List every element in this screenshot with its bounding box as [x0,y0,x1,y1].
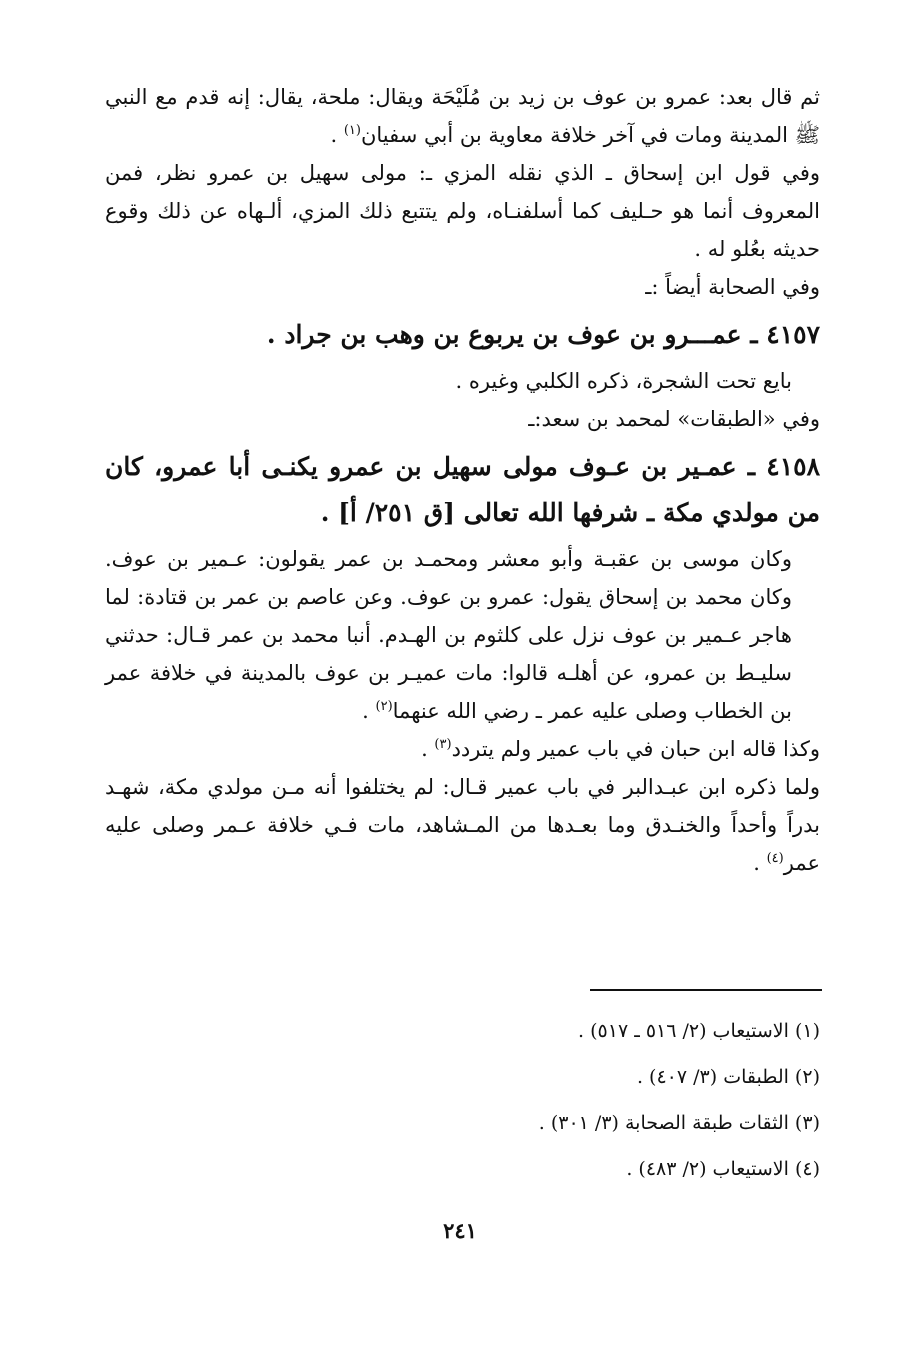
footnotes-list [105,1008,820,1192]
paragraph-6: وكان موسى بن عقبـة وأبو معشر ومحمـد بن عمر يقولون: عـمير بن عوف. وكان محمد بن إسحاق يقول: عمرو بن عوف. وعن عاصم بن عمر بن قتادة: لما هاجر عـمير بن عوف نزل على كلثوم بن الهـدم. أنبا محمد بن عمر قـال: حدثني سليـط بن عمرو، عن أهلـه قالوا: مات عميـر بن عوف بالمدينة في خلافة عمر بن الخطاب وصلى عليه عمر ـ رضي الله عنهما$^{(٢)}$ . [105,547,792,723]
footnote-2: (٢) الطبقات (٣/ ٤٠٧) . [636,1066,820,1088]
footnote-ref-3[interactable]: (٣) [434,737,452,752]
footnote-4: (٤) الاستيعاب (٢/ ٤٨٣) . [626,1158,820,1180]
footnote-ref-1[interactable]: (١) [343,123,361,138]
paragraph-2: وفي قول ابن إسحاق ـ الذي نقله المزي ـ: مولى سهيل بن عمرو نظر، فمن المعروف أنما هو حـليف كما أسلفنـاه، ولم يتتبع ذلك المزي، ألـهاه عن ذلك وقوع حديثه بعُلو له . [105,161,820,261]
paragraph-8: ولما ذكره ابن عبـدالبر في باب عمير قـال: لم يختلفوا أنه مـن مولدي مكة، شهـد بدراً وأحداً والخنـدق وما بعـدها من المـشاهد، مات فـي خلافة عـمر وصلى عليه عمر$^{(٤)}$ . [105,775,820,875]
page-number: ٢٤١ [443,1218,477,1243]
paragraph-5: وفي «الطبقات» لمحمد بن سعد:ـ [528,407,820,431]
entry-heading-4157: ٤١٥٧ ـ عمـــرو بن عوف بن يربوع بن وهب بن جراد . [266,320,820,349]
footnote-ref-4[interactable]: (٤) [766,851,784,866]
paragraph-4: بايع تحت الشجرة، ذكره الكلبي وغيره . [455,369,792,393]
footnote-separator [590,989,822,991]
paragraph-1: ثم قال بعد: عمرو بن عوف بن زيد بن مُلَيْحَة ويقال: ملحة، يقال: إنه قدم مع النبي ﷺ المدينة ومات في آخر خلافة معاوية بن أبي سفيان$^{(١)}$ . [105,85,820,147]
page-body [105,78,820,882]
footnote-ref-2[interactable]: (٢) [375,699,393,714]
footnote-3: (٣) الثقات طبقة الصحابة (٣/ ٣٠١) . [538,1112,820,1134]
entry-heading-4158: ٤١٥٨ ـ عمـير بن عـوف مولى سهيل بن عمرو يكنـى أبا عمرو، كان من مولدي مكة ـ شرفها الله تعالى [ق ٢٥١/ أ] . [105,452,820,527]
paragraph-3: وفي الصحابة أيضاً :ـ [645,275,820,299]
footnote-1: (١) الاستيعاب (٢/ ٥١٦ ـ ٥١٧) . [578,1020,820,1042]
paragraph-7: وكذا قاله ابن حبان في باب عمير ولم يتردد$^{(٣)}$ . [421,737,820,761]
